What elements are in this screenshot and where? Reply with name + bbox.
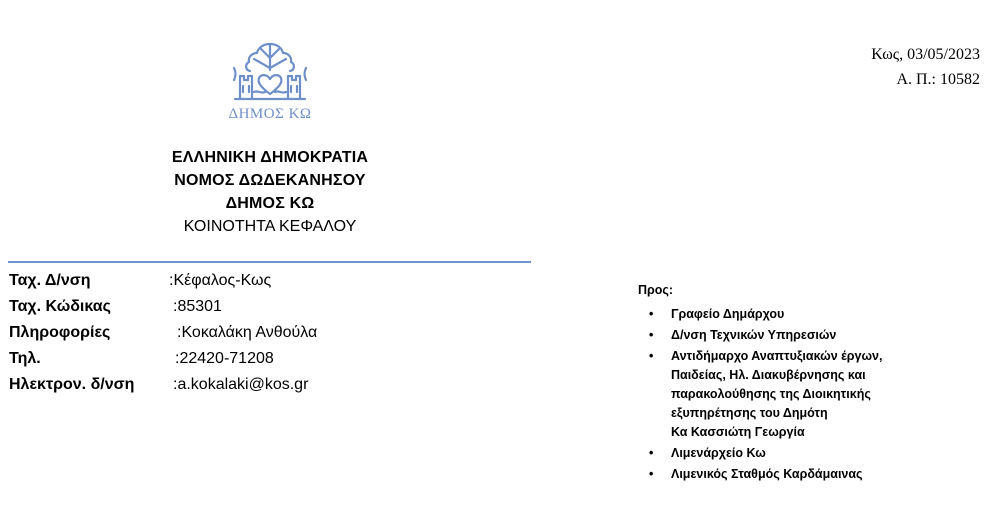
municipality-emblem-icon [230, 40, 310, 102]
place-date: Κως, 03/05/2023 [871, 46, 980, 63]
contact-label: Ταχ. Κώδικας [9, 298, 111, 315]
header-community: ΚΟΙΝΟΤΗΤΑ ΚΕΦΑΛΟΥ [183, 218, 357, 235]
header-prefecture: ΝΟΜΟΣ ΔΩΔΕΚΑΝΗΣΟΥ [174, 172, 366, 189]
header-country: ΕΛΛΗΝΙΚΗ ΔΗΜΟΚΡΑΤΙΑ [171, 149, 369, 166]
recipient-line: Κα Κασσιώτη Γεωργία [671, 425, 805, 439]
list-item [638, 305, 988, 324]
contact-label: Τηλ. [9, 350, 41, 367]
logo-text: ΔΗΜΟΣ ΚΩ [228, 106, 312, 122]
recipient-line: Γραφείο Δημάρχου [671, 307, 785, 321]
recipients-list [638, 305, 988, 484]
bullet-icon: • [649, 467, 654, 481]
contact-row-address [9, 270, 529, 296]
protocol-number: Α. Π.: 10582 [896, 71, 980, 88]
recipient-line: εξυπηρέτησης του Δημότη [671, 406, 828, 420]
bullet-icon: • [649, 328, 654, 342]
recipient-line: Παιδείας, Ηλ. Διακυβέρνησης και [671, 368, 866, 382]
contact-label: Πληροφορίες [9, 324, 111, 341]
list-item [638, 465, 988, 484]
recipient-line: Αντιδήμαρχο Αναπτυξιακών έργων, [671, 349, 883, 363]
contact-value: :22420-71208 [175, 350, 274, 367]
recipient-line: Λιμενικός Σταθμός Καρδάμαινας [671, 467, 863, 481]
contact-value: :85301 [173, 298, 222, 315]
bullet-icon: • [649, 349, 654, 363]
header-municipality: ΔΗΜΟΣ ΚΩ [225, 195, 315, 212]
list-item [638, 444, 988, 463]
list-item [638, 326, 988, 345]
recipients-block [638, 282, 988, 486]
contact-label: Ηλεκτρον. δ/νση [9, 376, 135, 393]
header-divider [8, 261, 531, 263]
contact-value: :a.kokalaki@kos.gr [173, 376, 309, 393]
list-item [638, 347, 988, 442]
municipality-logo [222, 40, 318, 132]
contact-value: :Κέφαλος-Κως [169, 272, 272, 289]
recipient-line: Δ/νση Τεχνικών Υπηρεσιών [671, 328, 837, 342]
bullet-icon: • [649, 446, 654, 460]
date-protocol-block [760, 42, 980, 92]
recipient-line: Λιμενάρχείο Κω [671, 446, 766, 460]
bullet-icon: • [649, 307, 654, 321]
contact-details [9, 270, 529, 400]
issuer-header [130, 146, 410, 238]
recipient-line: παρακολούθησης της Διοικητικής [671, 387, 871, 401]
contact-row-info [9, 322, 529, 348]
contact-row-email [9, 374, 529, 400]
contact-value: :Κοκαλάκη Ανθούλα [177, 324, 318, 341]
contact-row-phone [9, 348, 529, 374]
contact-row-postcode [9, 296, 529, 322]
recipients-title: Προς: [638, 283, 674, 297]
contact-label: Ταχ. Δ/νση [9, 272, 91, 289]
